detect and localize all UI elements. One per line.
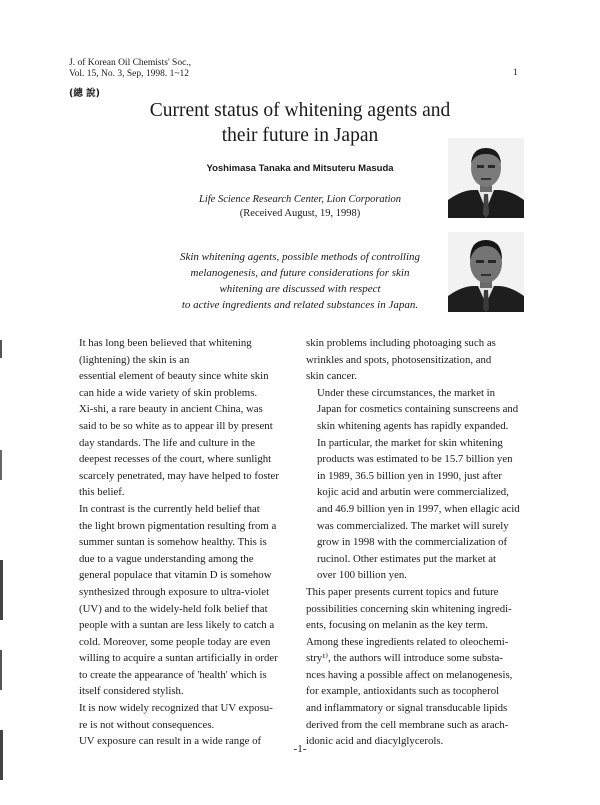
body-paragraph	[68, 501, 301, 700]
author-portrait-icon	[448, 232, 524, 312]
body-paragraph	[306, 584, 539, 634]
body-text-line: and 46.9 billion yen in 1997, when ellagic acid	[317, 502, 520, 515]
author-portrait-icon	[448, 138, 524, 218]
author-list: Yoshimasa Tanaka and Mitsuteru Masuda	[206, 163, 394, 174]
body-text-line: over 100 billion yen.	[317, 569, 407, 582]
body-text-line: can hide a wide variety of skin problems.	[79, 386, 258, 399]
journal-line-1: J. of Korean Oil Chemists' Soc.,	[69, 58, 192, 68]
body-text-line: stry¹⁾, the authors will introduce some substa-	[306, 652, 503, 665]
body-text-line: skin problems including photoaging such as	[306, 337, 496, 349]
body-text-line: rucinol. Other estimates put the market at	[317, 552, 496, 565]
body-text-line: kojic acid and arbutin were commercialized,	[317, 486, 509, 499]
body-text-line: willing to acquire a suntan artificially in order	[79, 652, 278, 665]
body-text-line: for example, antioxidants such as tocopherol	[306, 685, 500, 698]
body-text-line: Among these ingredients related to oleochemi-	[306, 635, 509, 648]
body-text-line: cold. Moreover, some people today are even	[79, 635, 271, 648]
body-column-right	[306, 335, 539, 750]
body-text-line: was commercialized. The market will surely	[317, 519, 509, 532]
body-text-line: It has long been believed that whitening	[79, 337, 252, 349]
abstract-line: whitening are discussed with respect	[219, 283, 381, 295]
title-line-1: Current status of whitening agents and	[149, 100, 451, 121]
article-category: (總 說)	[69, 88, 100, 99]
body-text-line: In contrast is the currently held belief that	[79, 502, 260, 515]
body-paragraph	[306, 335, 539, 385]
abstract	[150, 249, 450, 313]
affiliation-block	[160, 193, 440, 221]
body-text-line: Xi-shi, a rare beauty in ancient China, was	[79, 403, 263, 416]
body-text-line: possibilities concerning skin whitening ingredi-	[306, 602, 512, 615]
author-photo-1	[448, 138, 524, 218]
journal-citation	[69, 58, 191, 80]
body-text-line: synthesized through exposure to ultra-violet	[79, 585, 270, 598]
abstract-line: melanogenesis, and future considerations for skin	[190, 267, 410, 279]
affiliation: Life Science Research Center, Lion Corporation	[198, 194, 401, 205]
body-text-line: In particular, the market for skin whitening	[317, 436, 503, 449]
journal-line-2: Vol. 15, No. 3, Sep, 1998. 1~12	[69, 69, 190, 79]
body-text-line: skin cancer.	[306, 370, 357, 383]
body-text-line: nces having a possible affect on melanogenesis,	[306, 668, 513, 681]
body-text-line: the light brown pigmentation resulting from a	[79, 519, 277, 532]
body-text-line: products was estimated to be 15.7 billion yen	[317, 453, 513, 466]
received-date: (Received August, 19, 1998)	[239, 208, 361, 219]
body-text-line: UV exposure can result in a wide range of	[79, 735, 262, 748]
body-text-line: This paper presents current topics and future	[306, 585, 499, 598]
body-text-line: re is not without consequences.	[79, 718, 215, 731]
body-text-line: said to be so white as to appear ill by present	[79, 419, 273, 432]
body-paragraph	[68, 733, 301, 750]
author-photo-2	[448, 232, 524, 312]
body-text-line: due to a vague understanding among the	[79, 552, 254, 565]
abstract-line: to active ingredients and related substances in Japan.	[181, 299, 419, 311]
body-paragraph	[306, 634, 539, 750]
body-text-line: this belief.	[79, 486, 125, 499]
body-text-line: deepest recesses of the court, where sunlight	[79, 453, 272, 466]
body-text-line: summer suntan is somehow healthy. This is	[79, 536, 267, 549]
body-text-line: Japan for cosmetics containing sunscreens and	[317, 403, 519, 416]
body-text-line: day standards. The life and culture in the	[79, 436, 256, 449]
body-text-line: to create the appearance of 'health' which is	[79, 668, 267, 681]
scan-edge-marks	[0, 330, 6, 790]
body-text-line: grow in 1998 with the commercialization of	[317, 536, 508, 549]
title-line-2: their future in Japan	[221, 125, 379, 146]
body-text-line: essential element of beauty since white skin	[79, 370, 269, 383]
body-text-line: (UV) and to the widely-held folk belief that	[79, 602, 268, 615]
body-paragraph	[68, 700, 301, 733]
page-number-top: 1	[513, 68, 518, 78]
body-text-line: wrinkles and spots, photosensitization, and	[306, 353, 492, 366]
body-text-line: general populace that vitamin D is somehow	[79, 569, 272, 582]
body-text-line: ents, focusing on melanin as the key term.	[306, 619, 489, 632]
body-text-line: scarcely penetrated, may have helped to foster	[79, 469, 279, 482]
body-text-line: idonic acid and diacylglycerols.	[306, 735, 444, 748]
body-text-line: itself considered stylish.	[79, 685, 184, 698]
body-text-line: (lightening) the skin is an	[79, 353, 190, 366]
body-paragraph	[68, 335, 301, 501]
body-text-line: It is now widely recognized that UV exposu-	[79, 702, 273, 715]
body-text-line: derived from the cell membrane such as arach-	[306, 718, 509, 731]
body-text-line: and inflammatory or signal transducable lipids	[306, 702, 508, 715]
body-text-line: in 1989, 36.5 billion yen in 1990, just after	[317, 469, 503, 482]
page-number-bottom: -1-	[293, 743, 307, 755]
body-text-line: Under these circumstances, the market in	[317, 386, 496, 399]
body-text-line: people with a suntan are less likely to catch a	[79, 619, 275, 632]
body-column-left	[68, 335, 301, 750]
paper-title	[100, 98, 500, 148]
abstract-line: Skin whitening agents, possible methods of controlling	[179, 251, 421, 263]
body-text-line: skin whitening agents has rapidly expanded.	[317, 419, 509, 432]
body-paragraph	[306, 385, 539, 584]
